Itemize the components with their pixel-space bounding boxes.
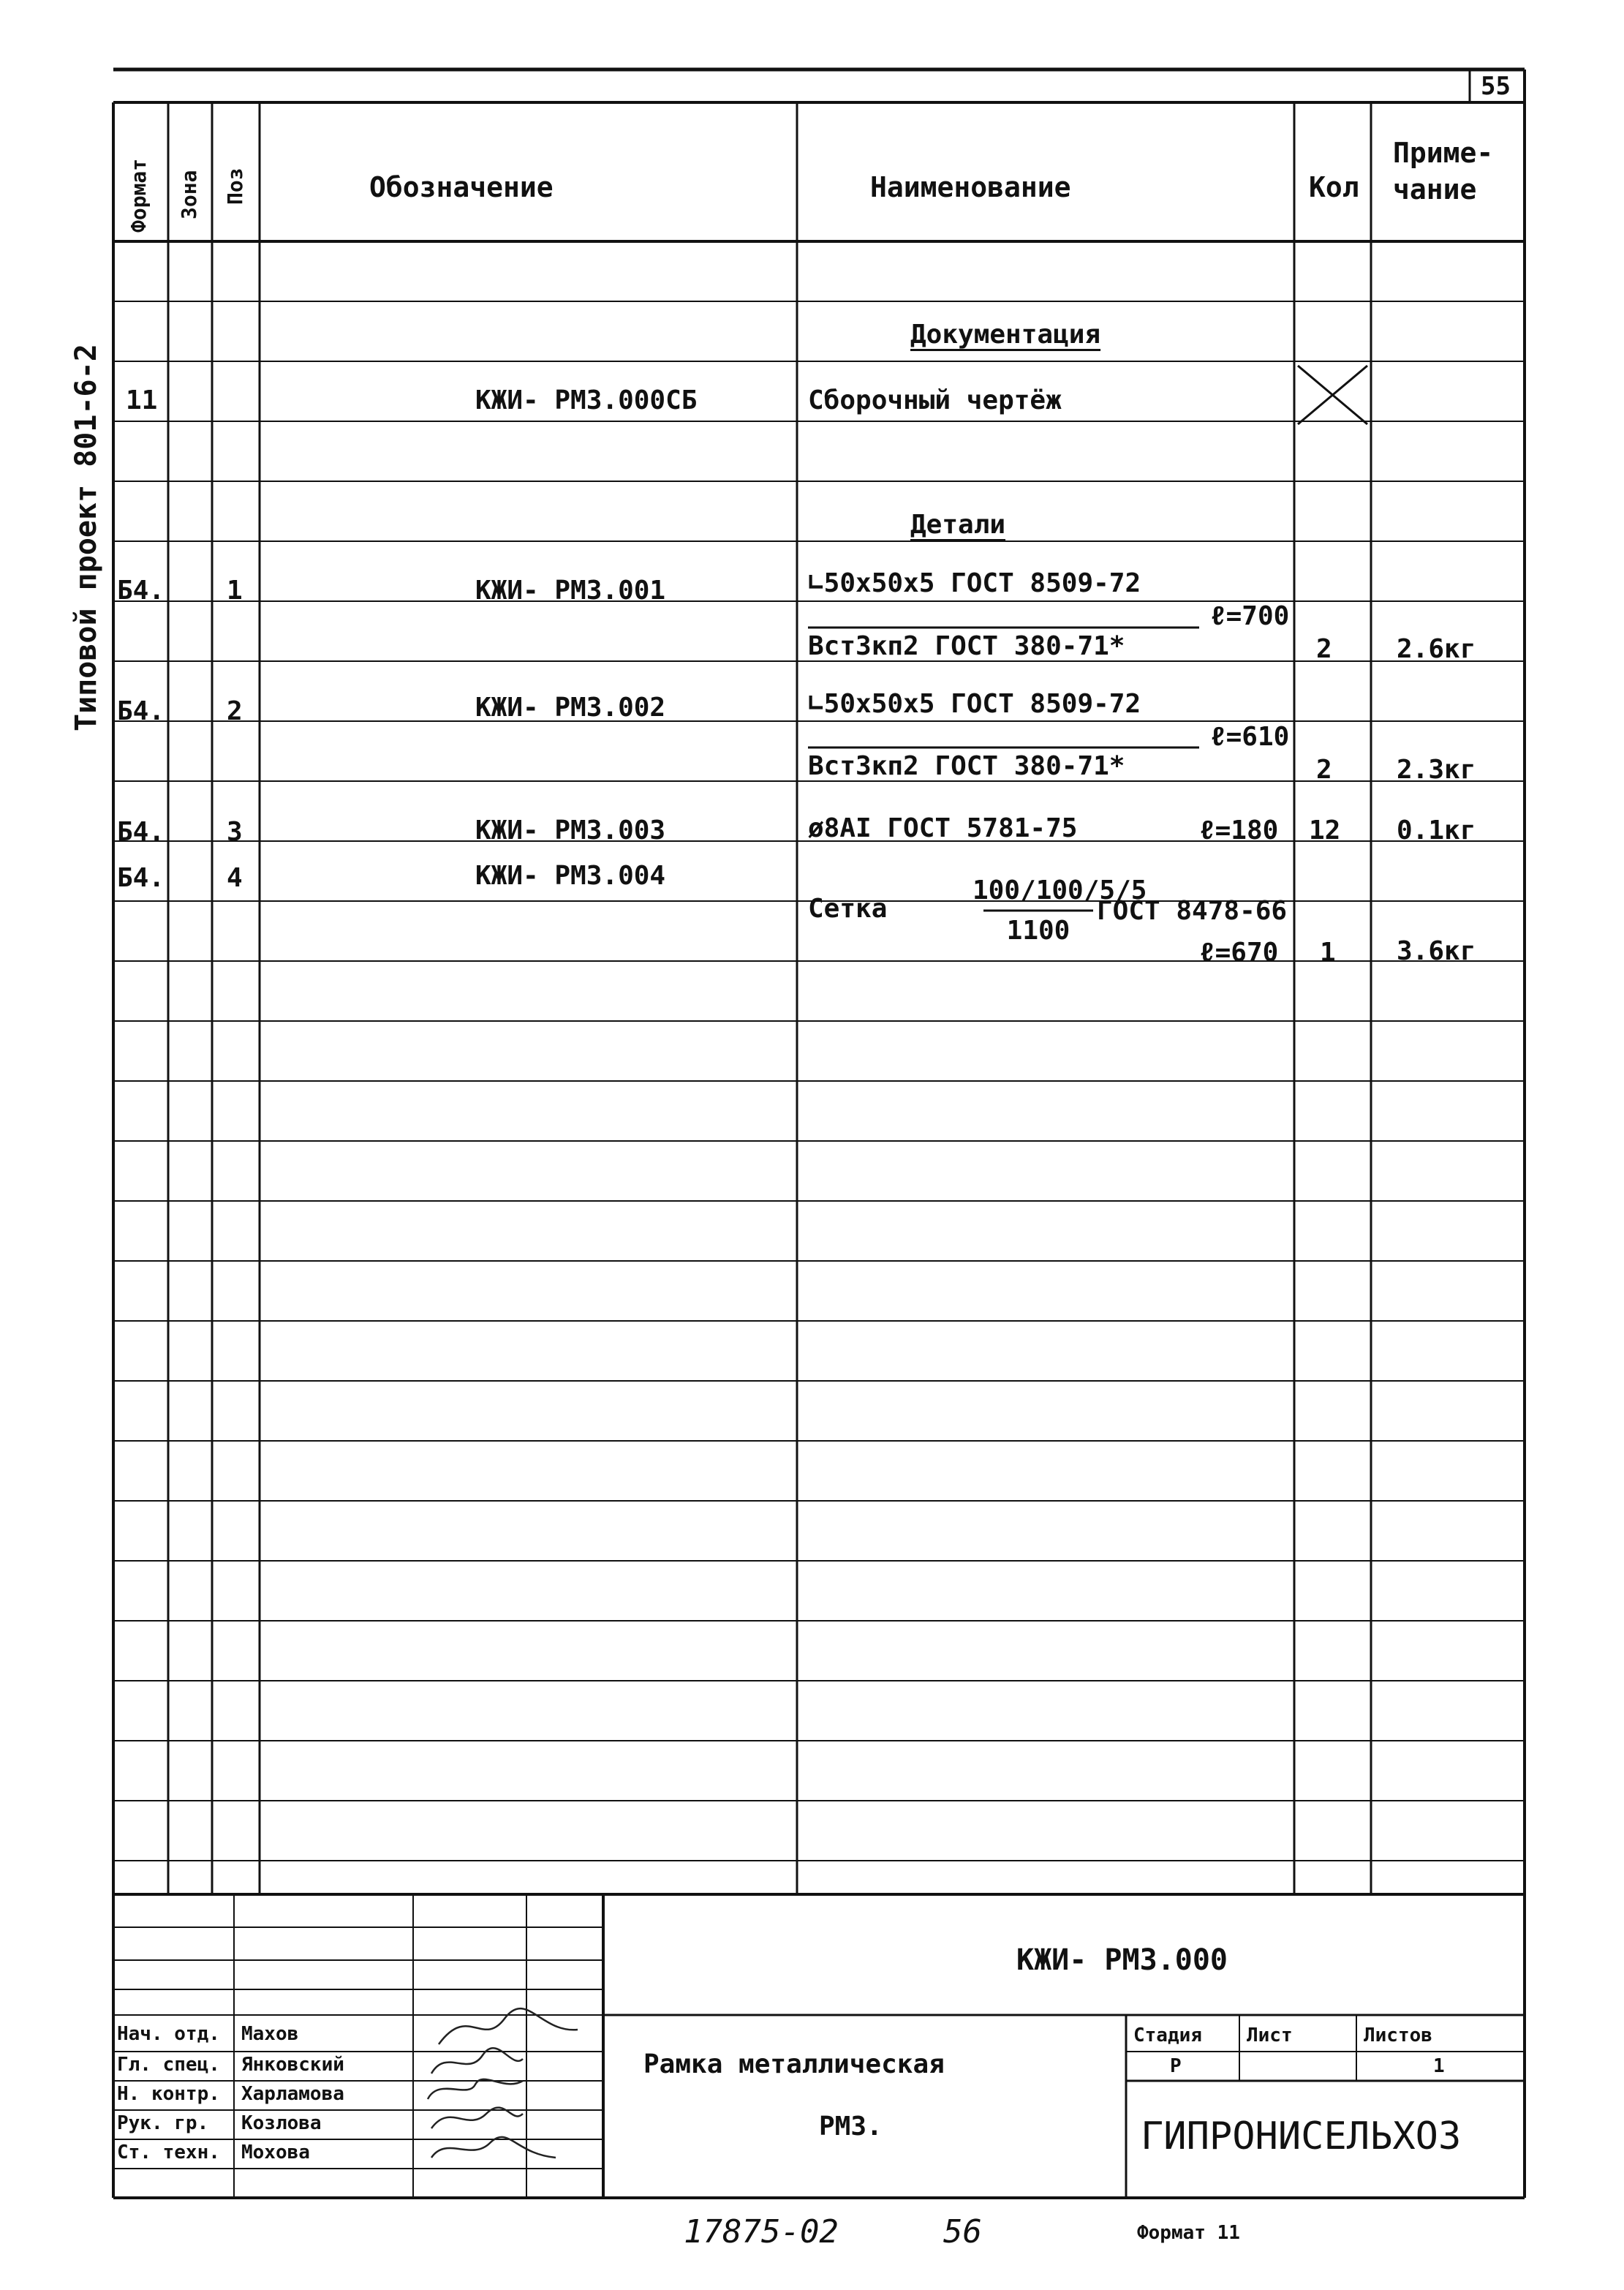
sheets-value: 1 xyxy=(1433,2055,1445,2077)
r3-name: ø8АI ГОСТ 5781-75 xyxy=(808,813,1078,843)
header-note-line1: Приме- xyxy=(1393,137,1494,169)
r2-length: ℓ=610 xyxy=(1210,722,1290,752)
role-label: Гл. спец. xyxy=(117,2054,220,2076)
organization: ГИПРОНИСЕЛЬХОЗ xyxy=(1141,2114,1462,2158)
sheets-label: Листов xyxy=(1364,2025,1432,2046)
role-label: Ст. техн. xyxy=(117,2142,220,2163)
section-details: Детали xyxy=(910,510,1006,540)
side-project-label: Типовой проект 801-6-2 xyxy=(69,344,103,731)
r1-qty: 2 xyxy=(1316,634,1332,664)
r4-name-prefix: Сетка xyxy=(808,894,888,924)
r2-qty: 2 xyxy=(1316,755,1332,785)
r1-name-line1: ∟50х50х5 ГОСТ 8509-72 xyxy=(808,568,1141,598)
person-name: Махов xyxy=(241,2023,299,2045)
role-label: Нач. отд. xyxy=(117,2023,220,2045)
r4-designation: КЖИ- РМ3.004 xyxy=(475,861,666,891)
header-qty: Кол xyxy=(1309,171,1359,203)
r3-note: 0.1кг xyxy=(1397,816,1476,845)
r4-pos: 4 xyxy=(227,863,243,893)
person-name: Янковский xyxy=(241,2054,344,2076)
stage-value: Р xyxy=(1170,2055,1182,2077)
doc-format: 11 xyxy=(126,385,158,415)
person-name: Козлова xyxy=(241,2112,322,2134)
doc-name: Сборочный чертёж xyxy=(808,385,1062,415)
r4-gost: ГОСТ 8478-66 xyxy=(1097,896,1288,926)
r2-designation: КЖИ- РМ3.002 xyxy=(475,693,666,723)
header-pos: Поз xyxy=(223,167,247,205)
r3-length: ℓ=180 xyxy=(1199,816,1279,845)
r1-name-line2: Вст3кп2 ГОСТ 380-71* xyxy=(808,631,1125,661)
sheet-number: 55 xyxy=(1481,72,1511,101)
footer-format: Формат 11 xyxy=(1137,2222,1240,2244)
r2-name-line1: ∟50х50х5 ГОСТ 8509-72 xyxy=(808,689,1141,719)
r4-frac-top: 100/100/5/5 xyxy=(972,875,1147,905)
doc-designation: КЖИ- РМ3.000СБ xyxy=(475,385,698,415)
title-line2: РМ3. xyxy=(819,2112,883,2142)
role-label: Н. контр. xyxy=(117,2083,220,2105)
r3-qty: 12 xyxy=(1309,816,1341,845)
title-block-code: КЖИ- РМ3.000 xyxy=(1016,1943,1228,1977)
header-designation: Обозначение xyxy=(369,171,554,203)
r2-format: Б4. xyxy=(117,696,165,726)
r4-length: ℓ=670 xyxy=(1199,938,1279,968)
r1-length: ℓ=700 xyxy=(1210,601,1290,631)
r2-name-line2: Вст3кп2 ГОСТ 380-71* xyxy=(808,751,1125,781)
signatures xyxy=(428,2008,578,2158)
r1-note: 2.6кг xyxy=(1397,634,1476,664)
role-label: Рук. гр. xyxy=(117,2112,209,2134)
r4-format: Б4. xyxy=(117,863,165,893)
inventory-number: 17875-02 xyxy=(684,2213,839,2251)
section-documentation: Документация xyxy=(910,320,1101,350)
header-name: Наименование xyxy=(870,171,1071,203)
r1-format: Б4. xyxy=(117,576,165,606)
page-number: 56 xyxy=(943,2213,982,2251)
header-format: Формат xyxy=(126,158,151,233)
r3-designation: КЖИ- РМ3.003 xyxy=(475,816,666,845)
sheet-label: Лист xyxy=(1247,2025,1293,2046)
stage-label: Стадия xyxy=(1133,2025,1202,2046)
r2-pos: 2 xyxy=(227,696,243,726)
r3-pos: 3 xyxy=(227,817,243,847)
person-name: Харламова xyxy=(241,2083,344,2105)
title-line1: Рамка металлическая xyxy=(643,2049,945,2079)
person-name: Мохова xyxy=(241,2142,310,2163)
r2-note: 2.3кг xyxy=(1397,755,1476,785)
r3-format: Б4. xyxy=(117,817,165,847)
header-zone: Зона xyxy=(177,170,201,219)
header-note-line2: чание xyxy=(1393,173,1477,206)
r1-designation: КЖИ- РМ3.001 xyxy=(475,576,666,606)
r4-note: 3.6кг xyxy=(1397,936,1476,966)
r1-pos: 1 xyxy=(227,576,243,606)
r4-qty: 1 xyxy=(1320,938,1336,968)
r4-frac-bottom: 1100 xyxy=(1006,916,1070,946)
